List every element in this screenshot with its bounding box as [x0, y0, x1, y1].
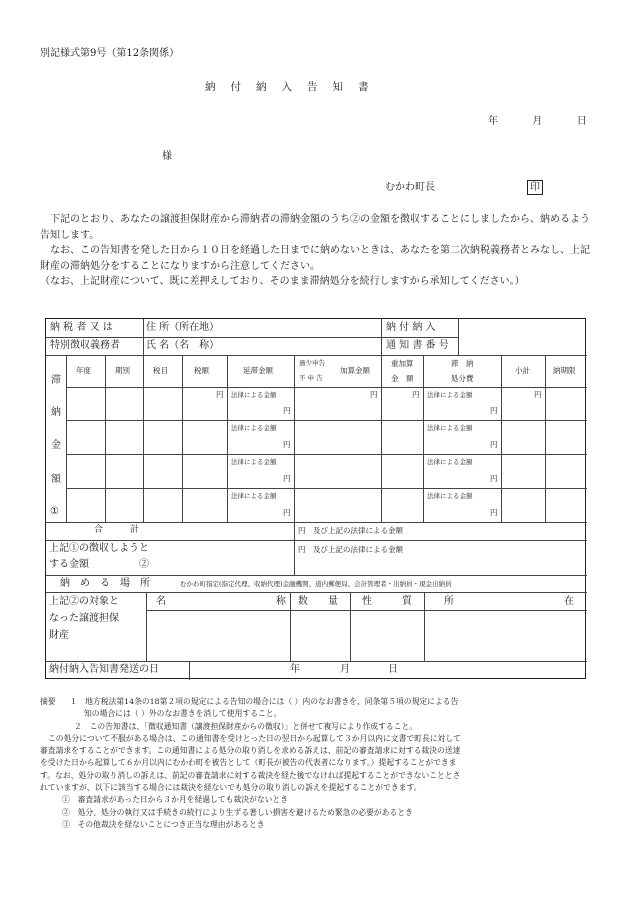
notice-paragraph-1: 下記のとおり、あなたの譲渡担保財産から滞納者の滞納金額のうち②の金額を徴収することにしましたから、納めるよう告知します。	[40, 214, 590, 241]
side-label-char-3: 金	[51, 440, 61, 451]
address-label: 住 所（所在地）	[146, 322, 220, 333]
collect-amount-label-line-1: 上記①の徴収しようと	[49, 543, 149, 554]
appeal-line-2: 審査請求をすることができます。この通知書による処分の取り消しを求める訴えは、前記の審査請求に対する裁決の送達	[40, 746, 461, 756]
property-label-line-1: 上記②の対象と	[49, 596, 119, 607]
appeal-line-1: この処分について不服がある場合は、この通知書を受けとった日の翌日から起算して３か月以内に文書で町長に対して	[48, 733, 461, 743]
document-title: 納付納入告知書	[205, 81, 384, 93]
law-amount-delinquency-row-4: 法律による金額	[231, 492, 277, 500]
note-2: ２ この告知書は、「徴収通知書（譲渡担保財産からの徴収）」と併せて複写により作成すること。	[74, 721, 418, 731]
appeal-line-4: す。なお、処分の取り消しの訴えは、前記の審査請求に対する裁決を経た後でなければ提起することができないこととさ	[40, 770, 461, 780]
collect-amount-label-line-2: する金額 ②	[49, 559, 149, 570]
seal-mark: 印	[527, 180, 543, 195]
notes-section	[40, 696, 600, 831]
col-underreport-2: 不 申 告	[299, 374, 323, 382]
col-disposal-2: 処分費	[451, 374, 474, 383]
law-amount-disposal-row-1: 法律による金額	[427, 391, 473, 399]
yen-delinquency-row-3: 円	[283, 474, 291, 483]
col-delinquency-fee: 延滞金額	[243, 366, 273, 375]
law-amount-disposal-row-2: 法律による金額	[427, 424, 473, 432]
col-location: 所 在	[444, 596, 574, 607]
yen-disposal-row-4: 円	[490, 508, 498, 517]
yen-disposal-row-1: 円	[490, 406, 498, 415]
payment-label: 納 付 納 入	[386, 322, 436, 333]
sent-month-label: 月	[340, 664, 350, 675]
sent-day-label: 日	[388, 664, 398, 675]
col-property-name: 名 称	[156, 596, 286, 607]
form-number: 別記様式第9号（第12条関係）	[40, 48, 180, 59]
note-1-line-2: 知の場合には（ ）外のなお書きを消して使用すること。	[84, 709, 282, 719]
law-amount-delinquency-row-1: 法律による金額	[231, 391, 277, 399]
col-quality: 性 質	[362, 596, 412, 607]
yen-disposal-row-2: 円	[490, 440, 498, 449]
law-amount-disposal-row-4: 法律による金額	[427, 492, 473, 500]
side-label-char-5: ①	[50, 506, 59, 517]
appeal-case-1: ① 審査請求があった日から３か月を経過しても裁決がないとき	[62, 795, 289, 805]
yen-heavy-row-1: 円	[412, 390, 420, 399]
col-disposal-1: 滞 納	[451, 359, 474, 368]
issuer-name: むかわ町長	[385, 182, 435, 193]
side-label-char-4: 額	[51, 474, 61, 485]
col-tax-amount: 税額	[194, 366, 209, 375]
date-month-label: 月	[532, 116, 543, 127]
col-quantity: 数 量	[298, 596, 338, 607]
side-label-char-1: 滞	[51, 375, 61, 386]
col-year: 年度	[76, 366, 91, 375]
collect-amount-value: 円 及び上記の法律による金額	[298, 545, 403, 554]
appeal-case-2: ② 処分、処分の執行又は手続きの続行により生ずる著しい損害を避けるため緊急の必要があるとき	[62, 807, 413, 817]
note-1-line-1: １ 地方税法第14条の18第２項の規定による告知の場合には（ ）内のなお書きを、同条第５項の規定による告	[69, 697, 459, 706]
notes-heading: 摘要	[40, 697, 56, 706]
col-heavy-1: 重加算	[391, 359, 414, 368]
total-label: 合 計	[94, 525, 140, 535]
notice-number-label: 通 知 書 番 号	[386, 340, 449, 351]
date-day-label: 日	[576, 116, 587, 127]
col-tax-item: 税目	[153, 366, 168, 375]
name-label: 氏 名（名 称）	[146, 340, 220, 351]
notice-paragraph-3: （なお、上記財産について、既に差押えしており、そのまま滞納処分を続行しますから承知してください。）	[40, 276, 525, 287]
side-label-char-2: 納	[51, 407, 61, 418]
appeal-line-5: れていますが、以下に該当する場合には裁決を経ないでも処分の取り消しの訴えを提起することができます。	[40, 783, 422, 793]
property-label-line-3: 財産	[49, 630, 69, 641]
col-due-date: 納期限	[553, 366, 576, 375]
special-collector-label: 特別徴収義務者	[50, 340, 120, 351]
addressee-suffix: 様	[162, 151, 172, 162]
col-subtotal: 小計	[515, 366, 530, 375]
yen-delinquency-row-2: 円	[283, 440, 291, 449]
total-value: 円 及び上記の法律による金額	[298, 526, 403, 535]
property-label-line-2: なった譲渡担保	[49, 613, 119, 624]
law-amount-disposal-row-3: 法律による金額	[427, 458, 473, 466]
yen-tax-row-1: 円	[216, 390, 224, 399]
law-amount-delinquency-row-3: 法律による金額	[231, 458, 277, 466]
yen-disposal-row-3: 円	[490, 474, 498, 483]
appeal-case-3: ③ その他裁決を経ないことにつき正当な理由があるとき	[62, 819, 265, 829]
law-amount-delinquency-row-2: 法律による金額	[231, 424, 277, 432]
yen-delinquency-row-1: 円	[283, 406, 291, 415]
col-period: 期別	[115, 366, 130, 375]
yen-additional-row-1: 円	[370, 390, 378, 399]
sent-year-label: 年	[290, 664, 300, 675]
col-underreport-1: 過少申告	[299, 359, 325, 367]
yen-subtotal-row-1: 円	[534, 390, 542, 399]
taxpayer-label: 納 税 者 又 は	[50, 322, 113, 333]
col-additional-tax: 加算金額	[340, 366, 370, 375]
sent-date-label: 納付納入告知書発送の日	[49, 664, 159, 675]
payment-place-label: 納 め る 場 所	[60, 578, 150, 589]
col-heavy-2: 金 額	[391, 374, 414, 383]
notice-paragraph-2: なお、この告知書を発した日から１０日を経過した日までに納めないときは、あなたを第二次納税義務者とみなし、上記財産の滞納処分をすることになりますから注意してください。	[40, 245, 590, 272]
date-year-label: 年	[488, 116, 498, 127]
issue-date	[488, 116, 587, 129]
appeal-line-3: を受けた日から起算して６か月以内にむかわ町を被告として（町長が被告の代表者になります。）提起することができま	[40, 758, 457, 768]
yen-delinquency-row-4: 円	[283, 508, 291, 517]
tax-notice-table	[45, 318, 586, 679]
payment-place-value: むかわ町指定(指定代理、収納代理)金融機関、道内郵便局、会計管理者・出納員・現金出納員	[180, 580, 452, 588]
